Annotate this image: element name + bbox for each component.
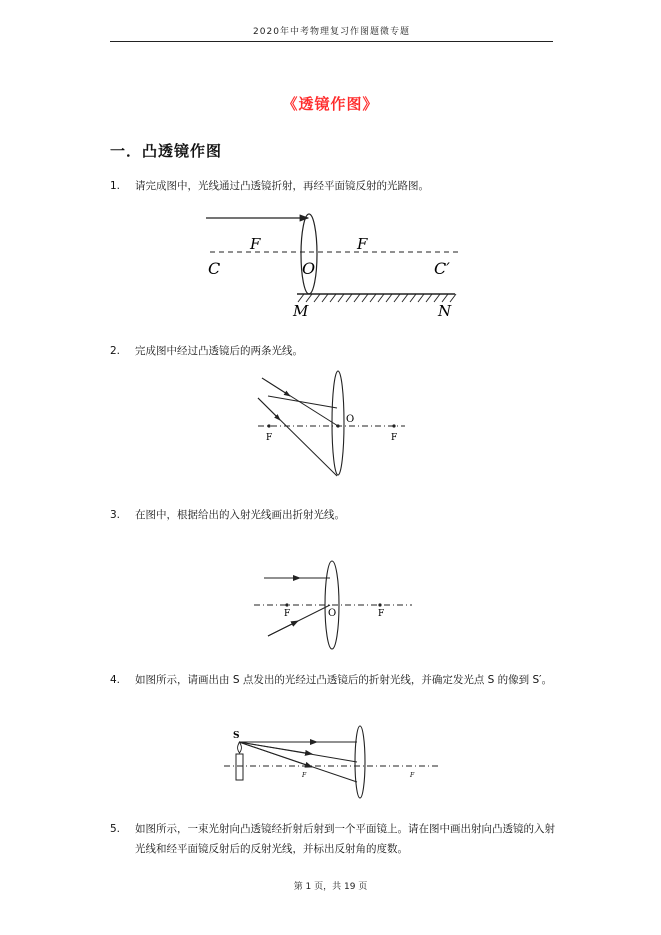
mirror-hatching [298, 294, 456, 302]
label-f-left: F [284, 609, 291, 619]
label-o: O [302, 259, 316, 278]
label-c-prime: C′ [434, 259, 450, 278]
focus-point-right [378, 603, 381, 606]
label-f-left: F [266, 433, 273, 443]
ray-arrow-2 [268, 621, 298, 636]
document-title: 《透镜作图》 [282, 95, 379, 113]
question-number: 1. [110, 180, 121, 192]
ray-upper [268, 396, 337, 408]
question-number: 2. [110, 345, 121, 357]
candle-flame [238, 742, 242, 753]
label-f-right: F [391, 433, 398, 443]
optical-center [336, 424, 339, 427]
label-c: C [208, 259, 221, 278]
label-s: S [233, 731, 240, 741]
label-f-right: F [410, 772, 415, 779]
focus-point-left [267, 424, 270, 427]
label-f-left: F [302, 772, 307, 779]
section-heading: 一．凸透镜作图 [110, 142, 223, 160]
label-n: N [438, 302, 452, 320]
figure-3-lens-rays [252, 558, 417, 658]
question-text: 完成图中经过凸透镜后的两条光线。 [135, 345, 303, 357]
question-text: 如图所示，请画出由 S 点发出的光经过凸透镜后的折射光线，并确定发光点 S 的像到 S′。 [135, 674, 553, 686]
page-footer: 第 1 页，共 19 页 [293, 882, 368, 892]
convex-lens [301, 214, 317, 294]
focus-point-left [285, 603, 288, 606]
focus-point-right [392, 424, 395, 427]
ray-arrow-2 [258, 398, 280, 420]
question-number: 5. [110, 823, 121, 835]
page-header: 2020年中考物理复习作图题微专题 [253, 27, 410, 37]
label-f-right: F [378, 609, 385, 619]
ray-arrow-3 [239, 742, 312, 767]
question-number: 3. [110, 509, 121, 521]
figure-2-lens-rays [240, 368, 410, 480]
candle [236, 754, 243, 780]
ray-arrow-1 [262, 378, 290, 396]
header-divider [110, 41, 553, 42]
figure-4-candle-lens [222, 724, 444, 800]
label-o: O [346, 414, 355, 425]
label-f-right: F [357, 235, 368, 253]
question-text: 如图所示，一束光射向凸透镜经折射后射到一个平面镜上。请在图中画出射向凸透镜的入射光线和经平面镜反射后的反射光线，并标出反射角的度数。 [135, 823, 555, 855]
question-text: 在图中，根据给出的入射光线画出折射光线。 [135, 509, 345, 521]
question-text: 请完成图中，光线通过凸透镜折射，再经平面镜反射的光路图。 [135, 180, 429, 192]
label-f-left: F [250, 235, 261, 253]
ray-arrow-2 [239, 742, 312, 754]
label-o: O [328, 608, 337, 619]
label-m: M [293, 302, 309, 320]
question-number: 4. [110, 674, 121, 686]
figure-1-lens-mirror [200, 206, 470, 324]
